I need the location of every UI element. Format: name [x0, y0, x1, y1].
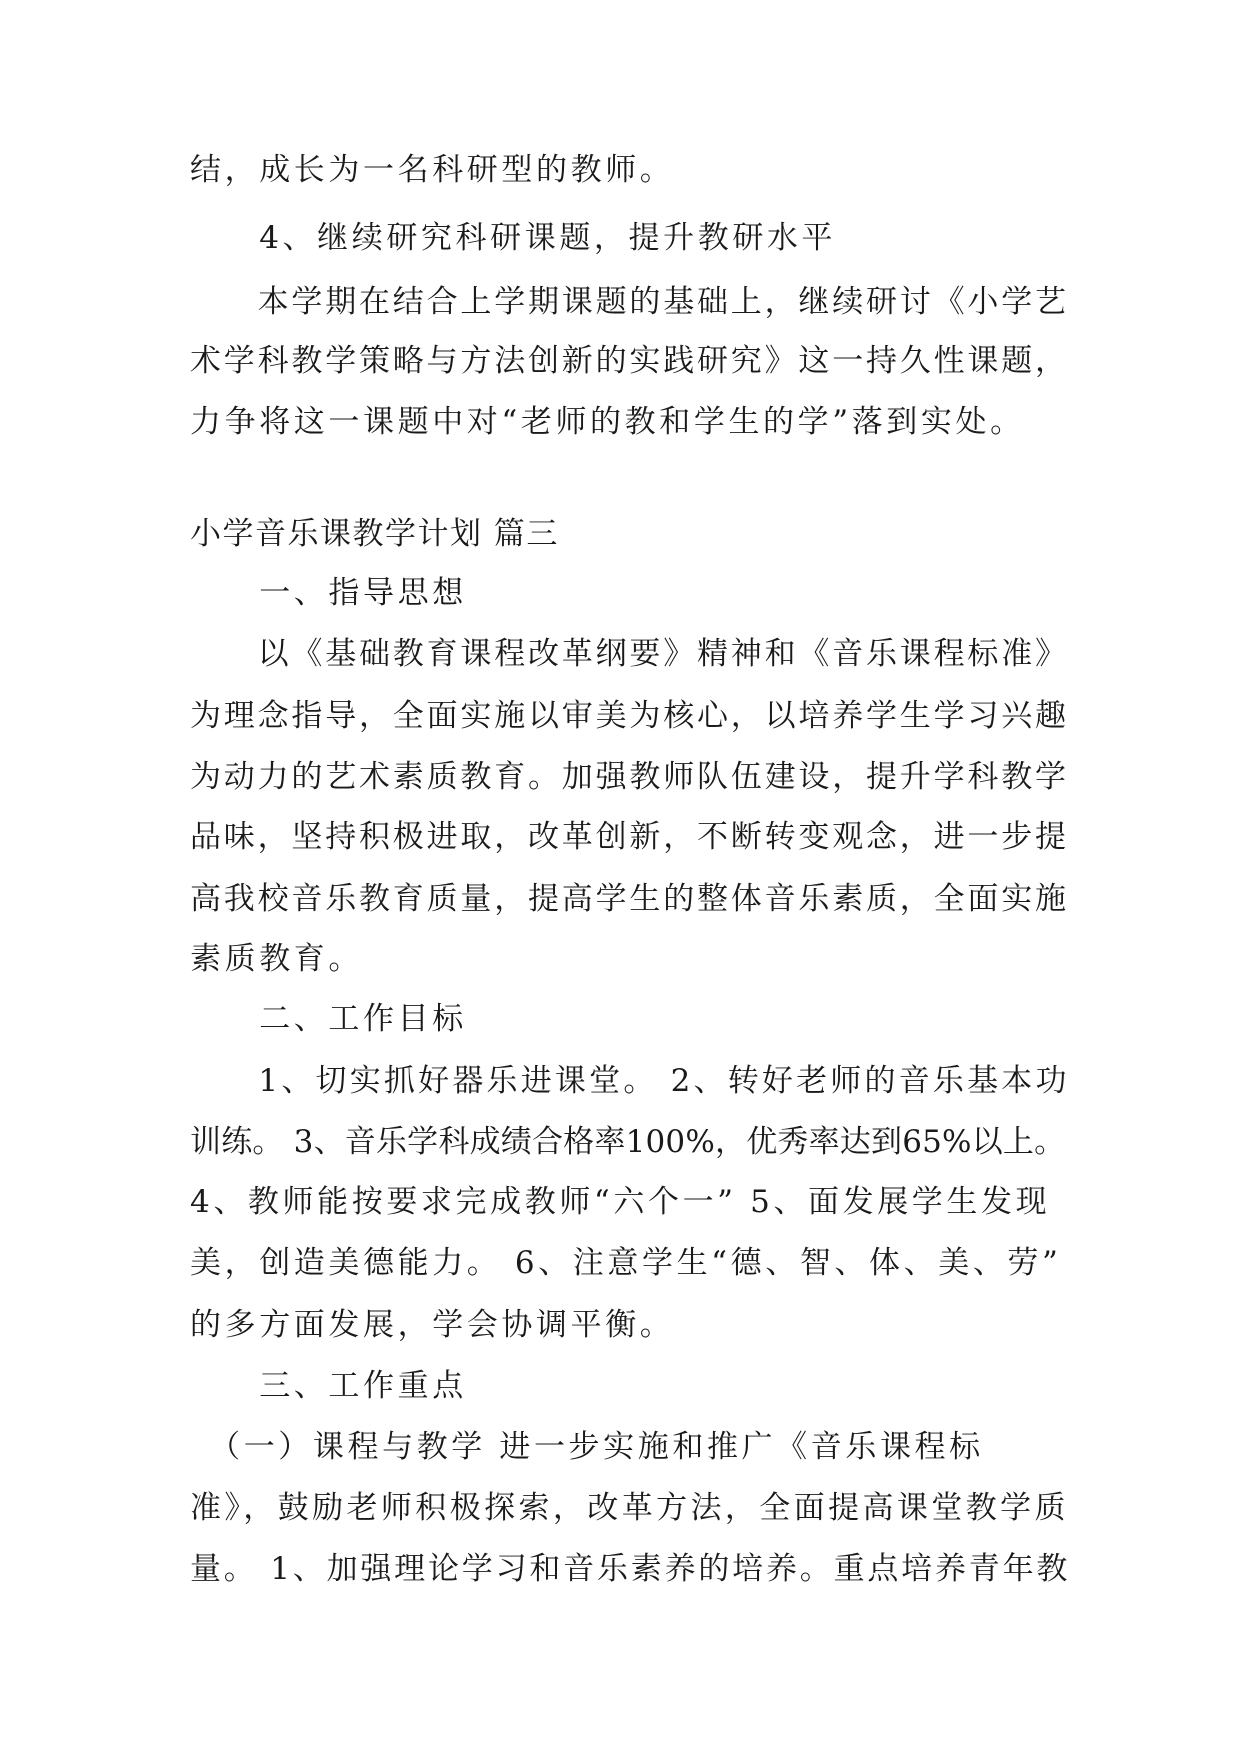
text-line: 的多方面发展，学会协调平衡。: [190, 1307, 675, 1343]
section-heading: 三、工作重点: [190, 1368, 467, 1404]
section-heading: 一、指导思想: [190, 575, 467, 611]
text-line: 准》，鼓励老师积极探索，改革方法，全面提高课堂教学质: [190, 1490, 1069, 1526]
section-title: 小学音乐课教学计划 篇三: [190, 516, 559, 552]
text-line: 结，成长为一名科研型的教师。: [190, 152, 675, 188]
text-line: 1、切实抓好器乐进课堂。 2、转好老师的音乐基本功: [190, 1063, 1070, 1099]
text-line: 量。 1、加强理论学习和音乐素养的培养。重点培养青年教: [190, 1551, 1071, 1587]
text-line: （一）课程与教学 进一步实施和推广《音乐课程标: [190, 1429, 984, 1465]
text-line: 本学期在结合上学期课题的基础上，继续研讨《小学艺: [190, 284, 1069, 320]
text-line: 为动力的艺术素质教育。加强教师队伍建设，提升学科教学: [190, 759, 1069, 795]
text-line: 以《基础教育课程改革纲要》精神和《音乐课程标准》: [190, 636, 1069, 672]
section-heading: 二、工作目标: [190, 1001, 467, 1037]
text-line: 美，创造美德能力。 6、注意学生“德、智、体、美、劳”: [190, 1245, 1062, 1281]
text-line: 力争将这一课题中对“老师的教和学生的学”落到实处。: [190, 404, 1025, 440]
text-line: 4、继续研究科研课题，提升教研水平: [190, 220, 837, 256]
text-line: 高我校音乐教育质量，提高学生的整体音乐素质，全面实施: [190, 881, 1069, 917]
text-line: 为理念指导，全面实施以审美为核心，以培养学生学习兴趣: [190, 698, 1069, 734]
text-line: 品味，坚持积极进取，改革创新，不断转变观念，进一步提: [190, 819, 1069, 855]
text-line: 素质教育。: [190, 941, 363, 977]
text-line: 术学科教学策略与方法创新的实践研究》这一持久性课题，: [190, 343, 1069, 379]
text-line: 训练。 3、音乐学科成绩合格率100%，优秀率达到65%以上。: [190, 1124, 1066, 1160]
text-line: 4、教师能按要求完成教师“六个一” 5、面发展学生发现: [190, 1184, 1051, 1220]
